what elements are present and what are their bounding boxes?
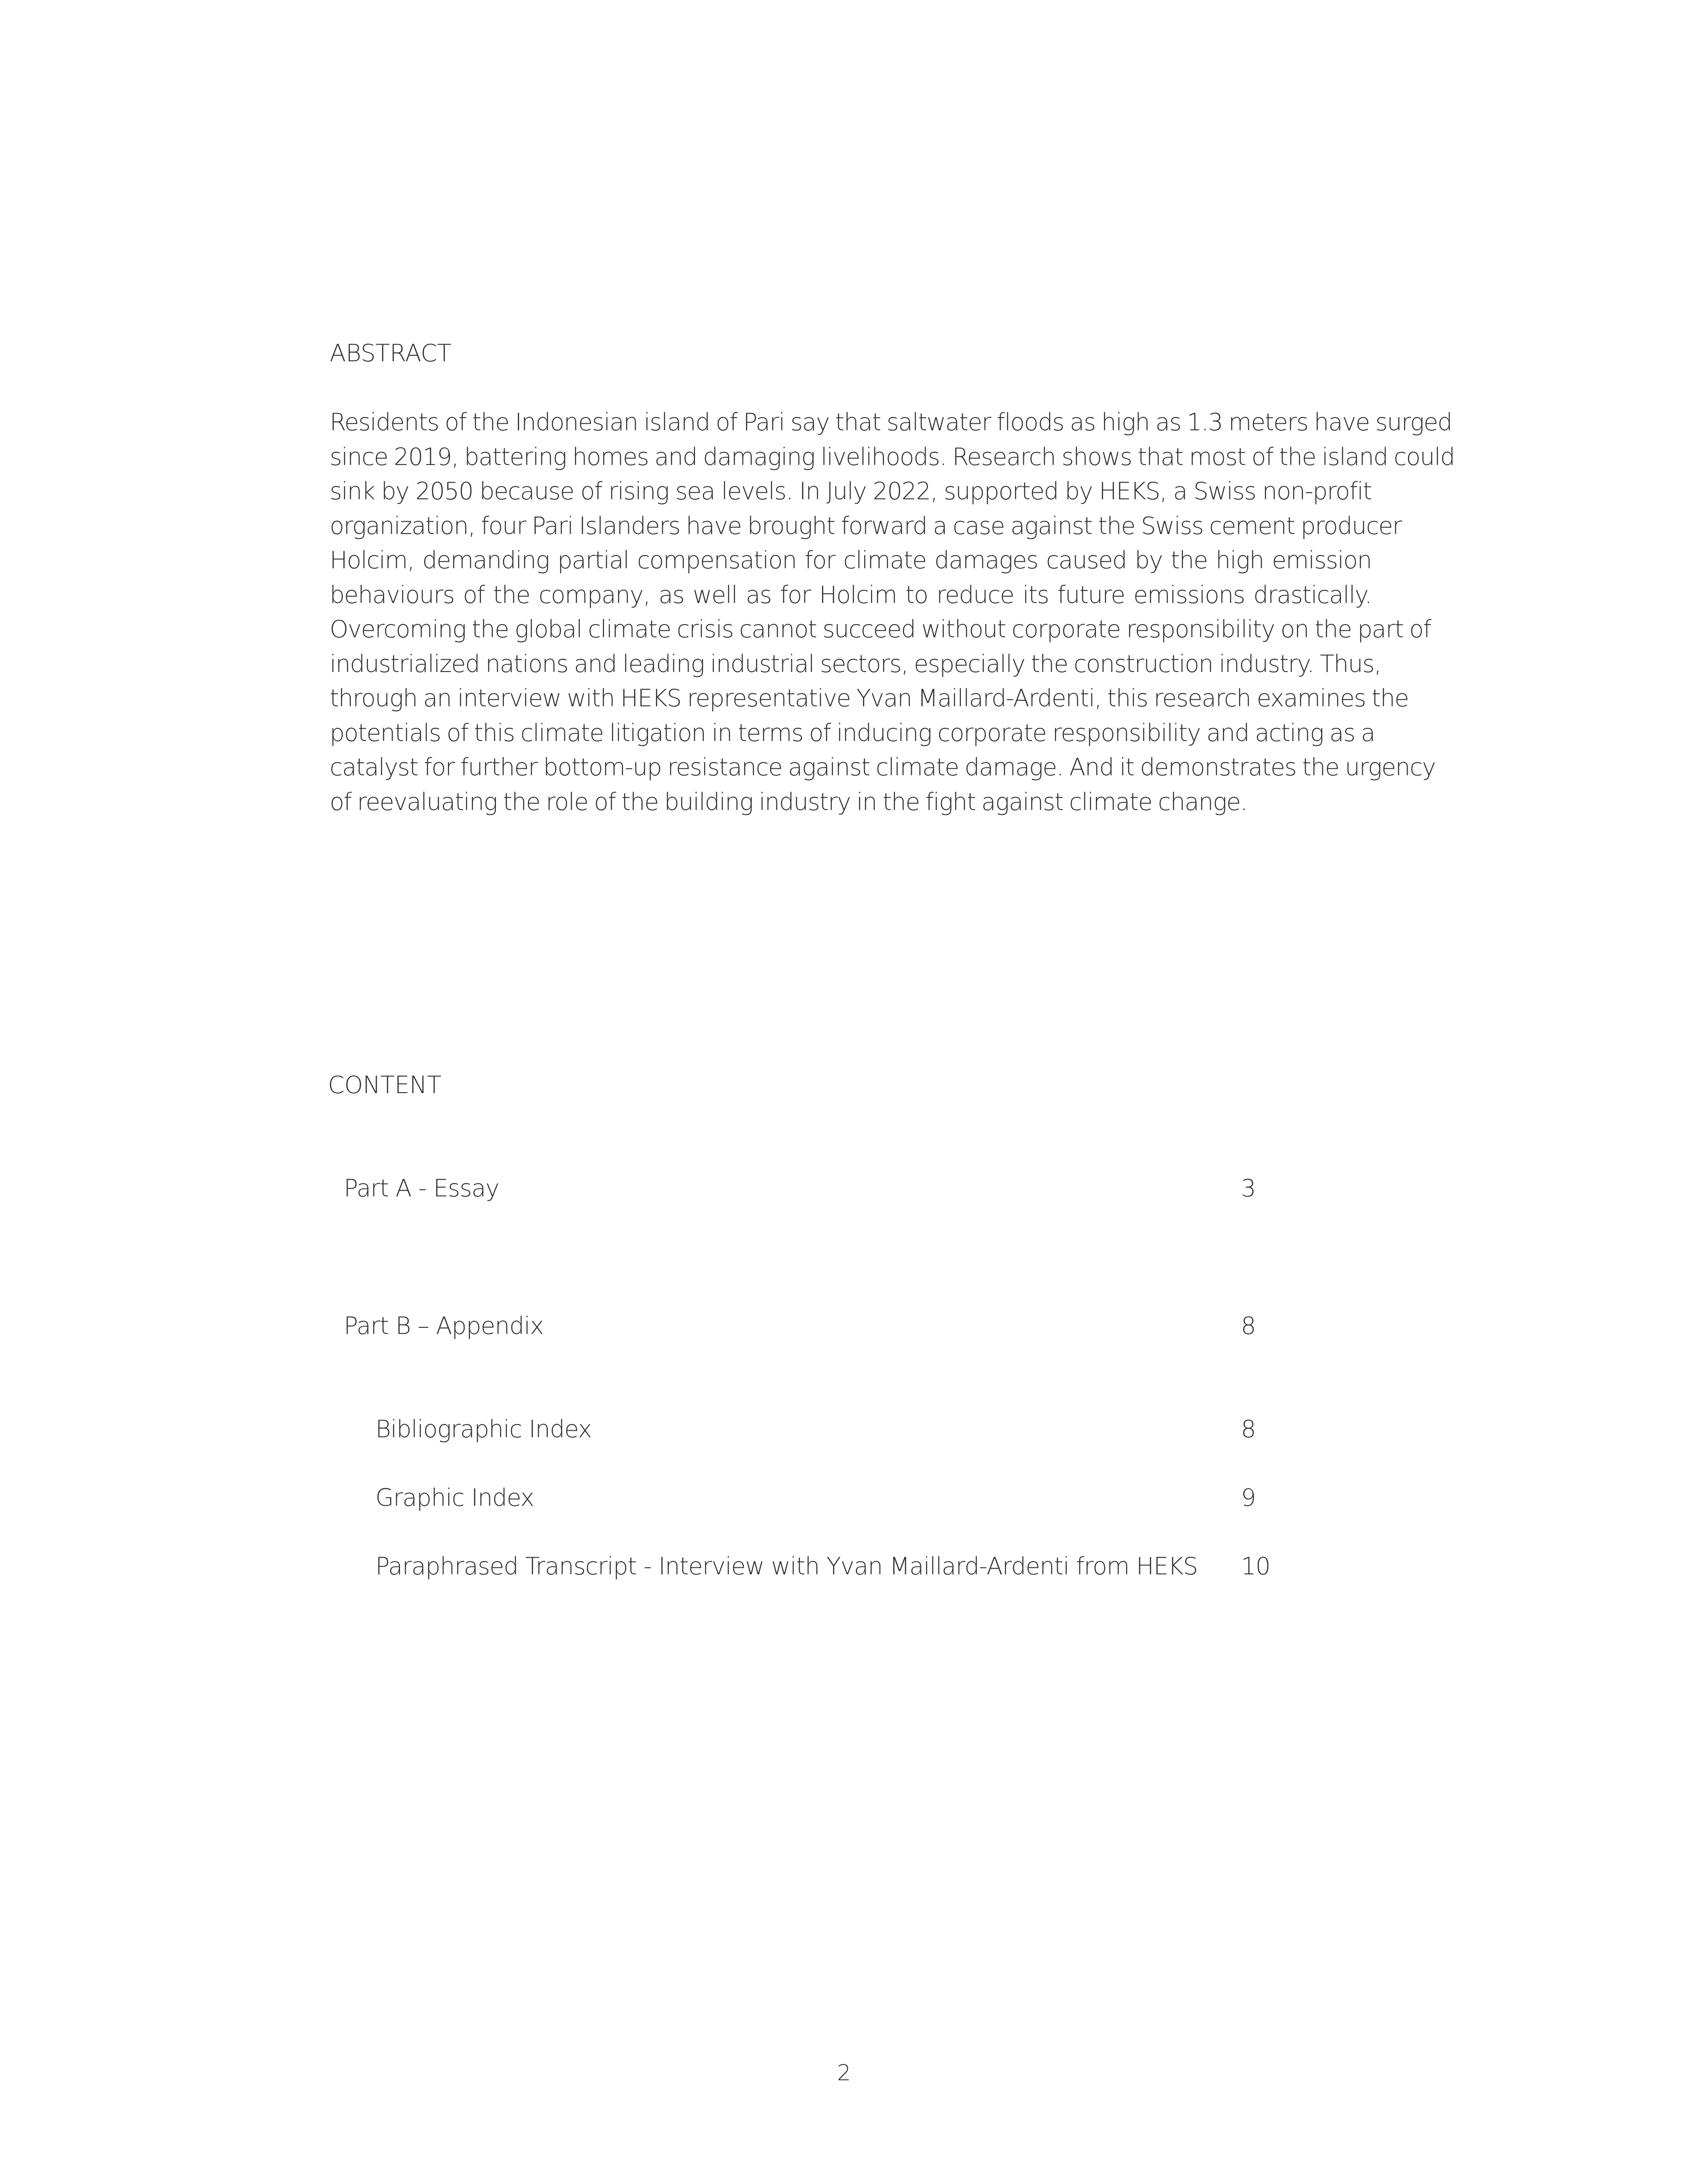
toc-entry-label: Graphic Index bbox=[375, 1484, 534, 1512]
abstract-line: catalyst for further bottom-up resistance against climate damage. And it demonstrates the urgency bbox=[330, 753, 1436, 781]
content-heading: CONTENT bbox=[328, 1071, 441, 1099]
abstract-line: of reevaluating the role of the building industry in the fight against climate change. bbox=[330, 788, 1247, 816]
abstract-line: Residents of the Indonesian island of Pari say that saltwater floods as high as 1.3 meters have surged bbox=[330, 408, 1452, 436]
abstract-line: organization, four Pari Islanders have brought forward a case against the Swiss cement producer bbox=[330, 512, 1401, 540]
abstract-line: since 2019, battering homes and damaging livelihoods. Research shows that most of the island could bbox=[330, 443, 1455, 471]
toc-entry-page-number: 8 bbox=[1241, 1312, 1256, 1340]
toc-entry-label: Bibliographic Index bbox=[375, 1415, 592, 1443]
abstract-line: Holcim, demanding partial compensation for climate damages caused by the high emission bbox=[330, 546, 1372, 574]
abstract-line: Overcoming the global climate crisis cannot succeed without corporate responsibility on the part of bbox=[330, 615, 1431, 643]
abstract-line: behaviours of the company, as well as for Holcim to reduce its future emissions drastically. bbox=[330, 581, 1372, 609]
page-number: 2 bbox=[837, 2060, 851, 2086]
toc-entry-page-number: 10 bbox=[1241, 1552, 1270, 1580]
abstract-paragraph bbox=[330, 405, 1455, 819]
abstract-line: through an interview with HEKS representative Yvan Maillard-Ardenti, this research examines the bbox=[330, 684, 1408, 712]
abstract-line: sink by 2050 because of rising sea levels. In July 2022, supported by HEKS, a Swiss non-profit bbox=[330, 477, 1372, 505]
toc-entry-label: Paraphrased Transcript - Interview with Yvan Maillard-Ardenti from HEKS bbox=[375, 1552, 1198, 1580]
toc-entry-page-number: 9 bbox=[1241, 1484, 1256, 1512]
abstract-line: potentials of this climate litigation in terms of inducing corporate responsibility and acting as a bbox=[330, 719, 1375, 747]
toc-entry-page-number: 8 bbox=[1241, 1415, 1256, 1443]
toc-entry-label: Part A - Essay bbox=[344, 1174, 499, 1202]
toc-entry-page-number: 3 bbox=[1241, 1174, 1256, 1202]
toc-entry-label: Part B – Appendix bbox=[344, 1312, 544, 1340]
abstract-line: industrialized nations and leading industrial sectors, especially the construction industry. Thus, bbox=[330, 650, 1381, 678]
abstract-heading: ABSTRACT bbox=[330, 339, 451, 367]
